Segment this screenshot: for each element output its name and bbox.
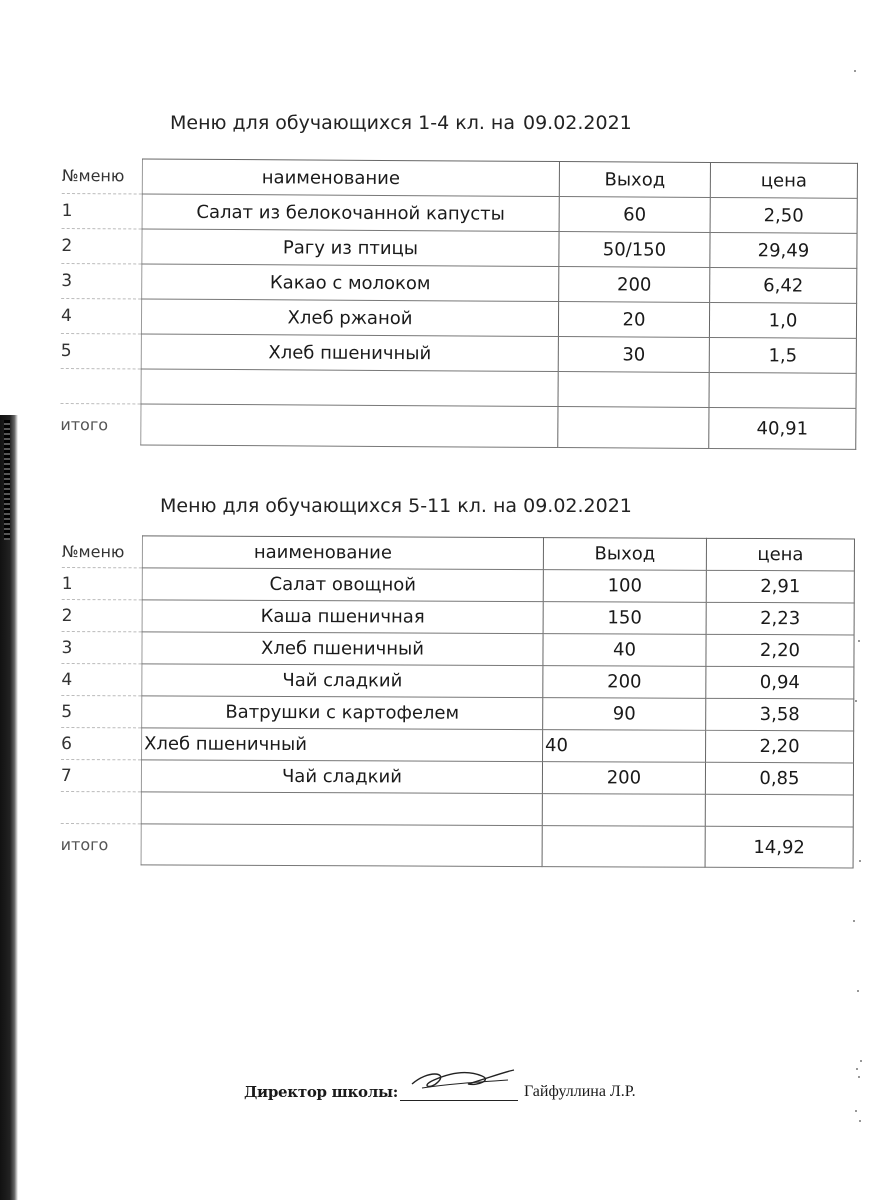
table-row xyxy=(61,333,857,373)
menu-1-table xyxy=(60,158,858,450)
row-num: 6 xyxy=(61,727,142,759)
row-num: 5 xyxy=(61,695,142,727)
row-price: 2,50 xyxy=(710,197,857,233)
header-output: Выход xyxy=(543,538,706,571)
table-row xyxy=(61,727,854,762)
row-output: 40 xyxy=(543,730,706,763)
row-output: 200 xyxy=(559,267,710,303)
row-output: 60 xyxy=(559,197,710,233)
total-value: 14,92 xyxy=(705,826,853,868)
table-row xyxy=(62,599,855,634)
row-output: 200 xyxy=(542,762,705,795)
header-num: №меню xyxy=(62,536,143,568)
table-row-empty xyxy=(61,791,854,826)
row-name: Салат овощной xyxy=(142,568,543,602)
menu-1-title-text: Меню для обучающихся 1-4 кл. на xyxy=(170,112,515,134)
row-name: Рагу из птицы xyxy=(142,229,559,267)
row-price: 29,49 xyxy=(710,232,857,268)
table-row xyxy=(61,298,857,338)
row-price: 0,94 xyxy=(706,666,854,699)
row-price: 0,85 xyxy=(705,762,853,795)
total-value: 40,91 xyxy=(709,407,856,449)
row-num: 1 xyxy=(62,567,143,599)
row-output: 40 xyxy=(543,634,706,667)
row-name: Чай сладкий xyxy=(141,760,542,794)
header-price: цена xyxy=(706,538,854,571)
row-output: 30 xyxy=(558,337,709,373)
table-header-row xyxy=(62,158,858,198)
row-name: Какао с молоком xyxy=(142,264,559,302)
row-price: 1,5 xyxy=(709,337,856,373)
header-output: Выход xyxy=(559,162,710,198)
row-num: 2 xyxy=(62,599,143,631)
row-price: 2,91 xyxy=(706,570,854,603)
row-name: Салат из белокочанной капусты xyxy=(142,194,559,232)
row-price: 2,20 xyxy=(706,634,854,667)
scan-shadow-streak xyxy=(4,420,10,540)
table-row xyxy=(61,228,857,268)
row-num: 5 xyxy=(61,333,142,368)
total-label: итого xyxy=(60,414,109,435)
table-row xyxy=(61,759,854,794)
menu-2-table xyxy=(61,535,855,868)
header-num: №меню xyxy=(62,158,143,193)
header-price: цена xyxy=(710,162,857,198)
row-name: Чай сладкий xyxy=(142,664,543,698)
row-price: 2,23 xyxy=(706,602,854,635)
total-row xyxy=(60,403,856,449)
director-name: Гайфуллина Л.Р. xyxy=(523,1083,636,1100)
table-row-empty xyxy=(61,368,857,408)
table-row xyxy=(61,263,857,303)
row-output: 20 xyxy=(558,302,709,338)
total-label: итого xyxy=(60,834,109,854)
row-num: 4 xyxy=(61,298,142,333)
row-name: Ватрушки с картофелем xyxy=(142,696,543,730)
total-row xyxy=(61,823,854,867)
row-name: Хлеб пшеничный xyxy=(142,728,543,762)
menu-1-title xyxy=(170,112,632,134)
row-price: 2,20 xyxy=(706,730,854,763)
signature-label: Директор школы: xyxy=(244,1083,398,1101)
row-num: 2 xyxy=(61,228,142,263)
table-row xyxy=(62,193,858,233)
row-num: 3 xyxy=(61,263,142,298)
row-num: 7 xyxy=(61,759,142,791)
row-name: Каша пшеничная xyxy=(142,600,543,634)
row-price: 3,58 xyxy=(706,698,854,731)
row-output: 90 xyxy=(543,698,706,731)
row-name: Хлеб пшеничный xyxy=(142,632,543,666)
row-num: 4 xyxy=(61,663,142,695)
signature-scribble xyxy=(400,1078,518,1101)
menu-2-title: Меню для обучающихся 5-11 кл. на 09.02.2021 xyxy=(160,495,632,517)
row-num: 1 xyxy=(62,193,143,228)
table-row xyxy=(61,631,854,666)
row-output: 50/150 xyxy=(559,232,710,268)
header-name: наименование xyxy=(142,536,543,570)
row-output: 200 xyxy=(543,666,706,699)
table-header-row xyxy=(62,536,855,571)
row-output: 150 xyxy=(543,602,706,635)
header-name: наименование xyxy=(142,159,559,197)
row-num: 3 xyxy=(61,631,142,663)
menu-1-date: 09.02.2021 xyxy=(522,112,632,134)
row-price: 6,42 xyxy=(710,267,857,303)
table-row xyxy=(62,567,855,602)
table-row xyxy=(61,663,854,698)
table-row xyxy=(61,695,854,730)
row-name: Хлеб пшеничный xyxy=(141,334,558,372)
row-name: Хлеб ржаной xyxy=(141,299,558,337)
row-output: 100 xyxy=(543,570,706,603)
director-signature-line xyxy=(244,1078,636,1101)
row-price: 1,0 xyxy=(709,302,856,338)
